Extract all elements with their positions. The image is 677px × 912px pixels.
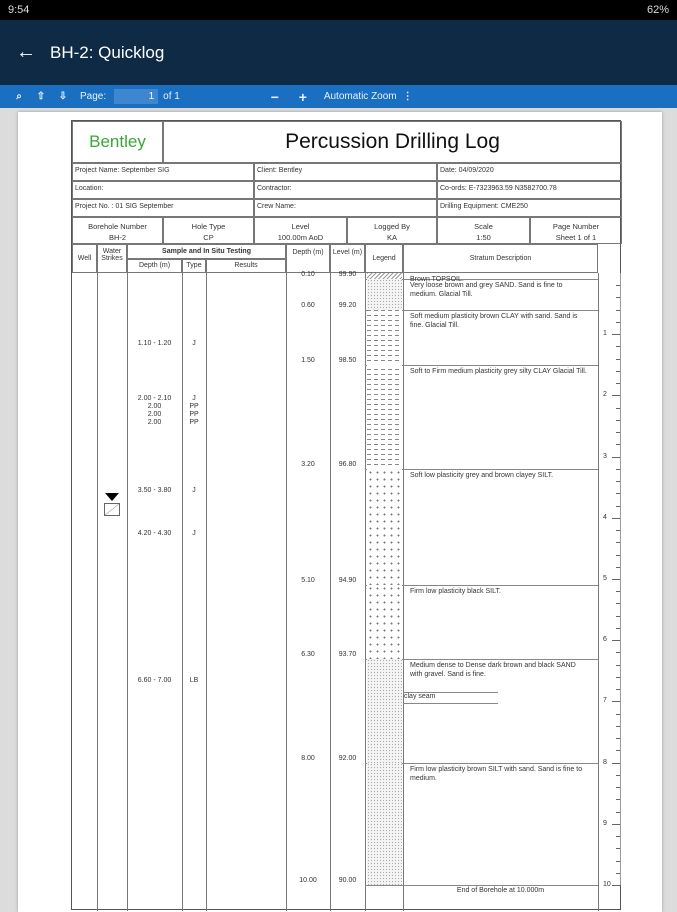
scale-tick bbox=[612, 701, 620, 702]
legend-pattern-silt bbox=[367, 469, 402, 585]
summary-heading: Page Number bbox=[552, 222, 600, 231]
legend-pattern-sand bbox=[367, 763, 402, 885]
legend-pattern-clay bbox=[367, 365, 402, 469]
next-page-icon[interactable]: ⇩ bbox=[58, 91, 68, 102]
summary-heading: Scale bbox=[474, 222, 493, 231]
stratum-description: Very loose brown and grey SAND. Sand is fine to medium. Glacial Till. bbox=[410, 282, 563, 299]
status-battery: 62% bbox=[646, 4, 669, 16]
drilling-equipment: Drilling Equipment: CME250 bbox=[437, 199, 622, 217]
sample-depth: 3.50 - 3.80 bbox=[137, 487, 172, 495]
page-label: Page: bbox=[80, 91, 107, 102]
sample-depth: 6.60 - 7.00 bbox=[137, 676, 172, 684]
back-arrow-icon[interactable]: ← bbox=[16, 41, 36, 63]
legend-pattern-sand bbox=[367, 279, 402, 310]
column-divider bbox=[127, 273, 128, 911]
more-options-icon[interactable]: ⋮ bbox=[402, 91, 413, 102]
scale-label: 2 bbox=[603, 391, 607, 399]
sample-depth: 1.10 - 1.20 bbox=[137, 340, 172, 348]
project-number: Project No. : 01 SIG September bbox=[72, 199, 254, 217]
stratum-level: 93.70 bbox=[338, 650, 357, 658]
sample-type: J bbox=[192, 530, 196, 538]
summary-value: 1:50 bbox=[476, 233, 491, 242]
crew-name: Crew Name: bbox=[254, 199, 437, 217]
scale-tick bbox=[612, 579, 620, 580]
summary-cell bbox=[163, 217, 254, 244]
column-divider bbox=[182, 273, 183, 911]
column-divider bbox=[286, 273, 287, 911]
search-icon[interactable]: ⌕ bbox=[16, 91, 22, 102]
scale-label: 7 bbox=[603, 697, 607, 705]
drilling-log bbox=[71, 120, 621, 910]
col-level: Level (m) bbox=[330, 244, 365, 273]
scale-tick bbox=[612, 334, 620, 335]
sample-type: PP bbox=[189, 411, 199, 419]
summary-value: CP bbox=[203, 233, 214, 242]
stratum-level: 90.00 bbox=[338, 877, 357, 884]
scale-tick bbox=[612, 640, 620, 641]
zoom-in-button[interactable]: + bbox=[298, 88, 307, 105]
scale-tick bbox=[612, 885, 620, 886]
col-sample-testing: Sample and In Situ Testing bbox=[127, 244, 286, 259]
stratum-depth: 0.10 bbox=[301, 271, 315, 279]
stratum-depth: 6.30 bbox=[301, 650, 315, 658]
summary-heading: Level bbox=[291, 222, 310, 231]
stratum-level: 98.50 bbox=[338, 356, 357, 364]
summary-heading: Logged By bbox=[374, 222, 410, 231]
col-sample-depth: Depth (m) bbox=[127, 259, 182, 273]
stratum-description: Firm low plasticity black SILT. bbox=[410, 588, 501, 596]
col-depth: Depth (m) bbox=[286, 244, 330, 273]
col-sample-results: Results bbox=[206, 259, 286, 273]
column-divider bbox=[330, 273, 331, 911]
stratum-level: 94.90 bbox=[338, 577, 357, 585]
stratum-level: 99.20 bbox=[338, 301, 357, 309]
contractor: Contractor: bbox=[254, 181, 437, 199]
col-water-strikes: Water Strikes bbox=[97, 244, 127, 273]
clay-seam-label: clay seam bbox=[404, 693, 436, 701]
log-title: Percussion Drilling Log bbox=[163, 121, 622, 163]
sample-depth: 2.00 bbox=[147, 419, 162, 427]
stratum-description: Brown TOPSOIL. bbox=[410, 276, 464, 283]
scale-label: 6 bbox=[603, 636, 607, 644]
sample-depth: 4.20 - 4.30 bbox=[137, 530, 172, 538]
sample-depth: 2.00 bbox=[147, 411, 162, 419]
summary-cell bbox=[437, 217, 530, 244]
summary-cell bbox=[72, 217, 163, 244]
sample-type: J bbox=[192, 487, 196, 495]
col-well: Well bbox=[72, 244, 97, 273]
stratum-description: Soft medium plasticity brown CLAY with sand. Sand is fine. Glacial Till. bbox=[410, 312, 578, 329]
column-divider bbox=[206, 273, 207, 911]
scale-tick bbox=[612, 824, 620, 825]
page-number-input[interactable] bbox=[114, 89, 158, 104]
scale-label: 5 bbox=[603, 575, 607, 582]
status-time: 9:54 bbox=[8, 4, 30, 16]
stratum-depth: 1.50 bbox=[301, 356, 315, 364]
summary-heading: Borehole Number bbox=[88, 222, 147, 231]
stratum-level: 96.80 bbox=[338, 460, 357, 468]
zoom-out-button[interactable]: − bbox=[270, 88, 279, 105]
stratum-depth: 8.00 bbox=[301, 754, 315, 762]
end-of-borehole: End of Borehole at 10.000m bbox=[456, 887, 545, 894]
stratum-level: 99.90 bbox=[338, 271, 357, 279]
app-bar bbox=[0, 20, 677, 85]
scale-label: 10 bbox=[603, 881, 611, 888]
col-legend: Legend bbox=[365, 244, 403, 273]
bentley-logo: Bentley bbox=[72, 121, 163, 163]
legend-pattern-clay bbox=[367, 310, 402, 365]
column-divider bbox=[365, 273, 366, 911]
date: Date: 04/09/2020 bbox=[437, 163, 622, 181]
column-divider bbox=[403, 273, 404, 911]
summary-cell bbox=[530, 217, 622, 244]
status-bar bbox=[0, 0, 677, 20]
location: Location: bbox=[72, 181, 254, 199]
stratum-description: Firm low plasticity brown SILT with sand. Sand is fine to medium. bbox=[410, 765, 583, 782]
pdf-toolbar bbox=[0, 85, 677, 108]
summary-heading: Hole Type bbox=[191, 222, 226, 231]
sample-depth: 2.00 bbox=[147, 403, 162, 411]
zoom-select[interactable]: Automatic Zoom bbox=[323, 91, 397, 102]
stratum-depth: 10.00 bbox=[299, 877, 317, 884]
stratum-description: Soft low plasticity grey and brown clayey SILT. bbox=[410, 471, 554, 479]
stratum-boundary bbox=[365, 885, 598, 886]
scale-label: 8 bbox=[603, 758, 607, 766]
summary-value: BH-2 bbox=[108, 233, 127, 242]
sample-depth: 2.00 - 2.10 bbox=[137, 395, 172, 403]
scale-tick bbox=[612, 395, 620, 396]
summary-value: KA bbox=[386, 233, 397, 242]
sample-type: PP bbox=[189, 403, 199, 411]
scale-tick bbox=[612, 518, 620, 519]
scale-tick bbox=[612, 457, 620, 458]
page-count: of 1 bbox=[163, 91, 180, 102]
scale-label: 1 bbox=[603, 330, 607, 338]
app-title: BH-2: Quicklog bbox=[50, 42, 165, 62]
previous-page-icon[interactable]: ⇧ bbox=[36, 91, 46, 102]
stratum-description: Medium dense to Dense dark brown and black SAND with gravel. Sand is fine. bbox=[410, 661, 576, 678]
col-stratum-description: Stratum Description bbox=[403, 244, 598, 273]
column-divider bbox=[97, 273, 98, 911]
stratum-depth: 3.20 bbox=[301, 460, 315, 468]
sample-type: J bbox=[192, 340, 196, 348]
summary-value: 100.00m AoD bbox=[277, 233, 324, 242]
column-divider bbox=[598, 273, 599, 911]
stratum-description: Soft to Firm medium plasticity grey silty CLAY Glacial Till. bbox=[410, 367, 587, 375]
sample-type: LB bbox=[189, 676, 199, 684]
scale-axis bbox=[620, 273, 621, 885]
scale-tick bbox=[612, 763, 620, 764]
col-sample-type: Type bbox=[182, 259, 206, 273]
stratum-level: 92.00 bbox=[338, 754, 357, 762]
sample-type: J bbox=[192, 395, 196, 403]
scale-label: 4 bbox=[603, 513, 607, 521]
sample-type: PP bbox=[189, 419, 199, 427]
summary-cell bbox=[254, 217, 347, 244]
scale-label: 3 bbox=[603, 452, 607, 460]
project-name: Project Name: September SIG bbox=[72, 163, 254, 181]
coordinates: Co-ords: E-7323963.59 N3582700.78 bbox=[437, 181, 622, 199]
stratum-depth: 0.60 bbox=[301, 301, 315, 309]
water-standing-icon bbox=[104, 503, 120, 516]
seam-line bbox=[403, 703, 498, 704]
client: Client: Bentley bbox=[254, 163, 437, 181]
legend-pattern-sand bbox=[367, 659, 402, 763]
water-strike-icon bbox=[105, 493, 119, 501]
summary-cell bbox=[347, 217, 437, 244]
scale-label: 9 bbox=[603, 819, 607, 827]
stratum-depth: 5.10 bbox=[301, 577, 315, 585]
legend-pattern-silt bbox=[367, 585, 402, 658]
summary-value: Sheet 1 of 1 bbox=[555, 233, 597, 242]
